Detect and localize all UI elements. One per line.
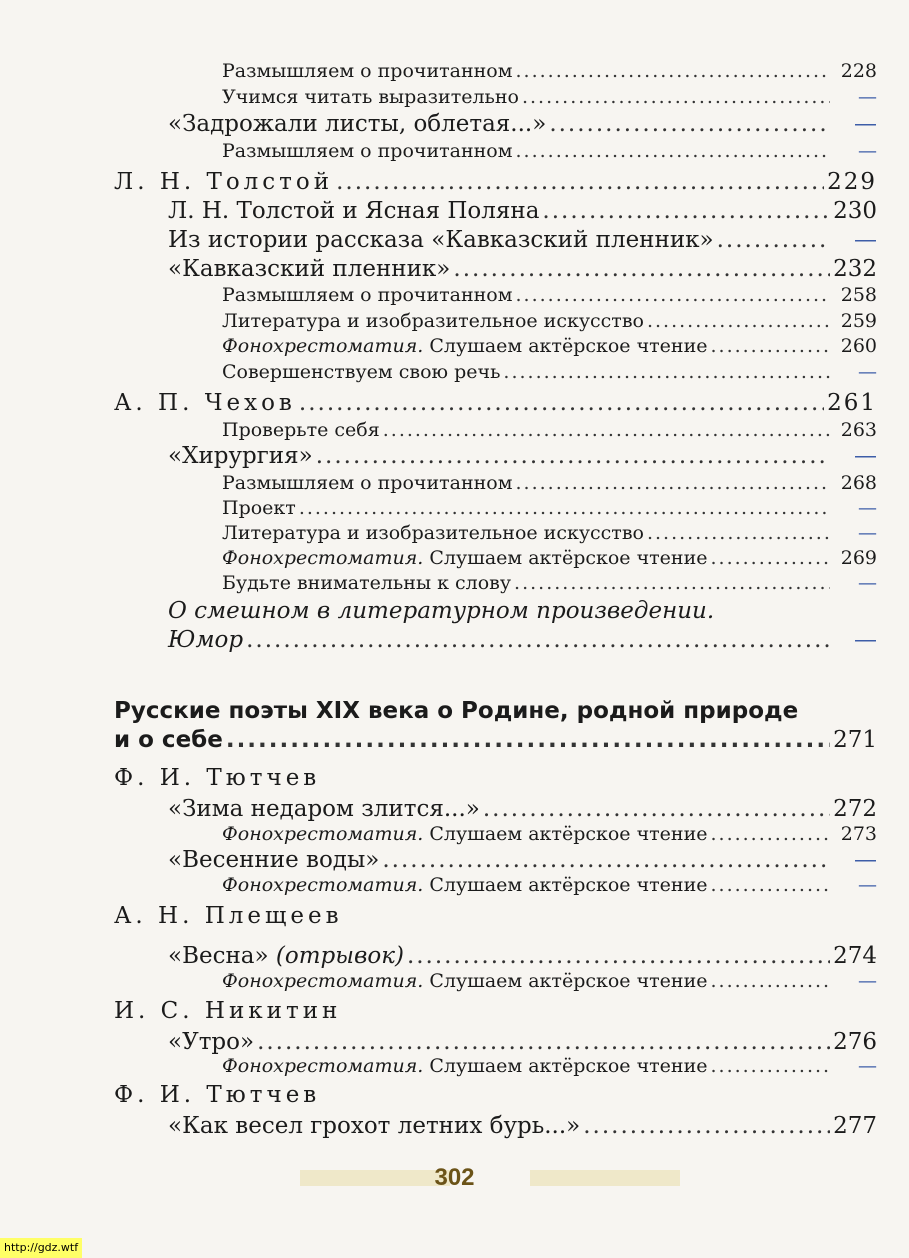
leader-dots xyxy=(710,970,830,992)
leader-dots xyxy=(710,335,830,357)
leader-dots xyxy=(383,419,830,441)
toc-entry xyxy=(168,1029,877,1055)
leader-dots xyxy=(516,284,830,306)
entry-page: 261 xyxy=(827,390,877,416)
entry-page: 271 xyxy=(833,727,877,753)
leader-dots xyxy=(514,572,830,594)
entry-title: О смешном в литературном произведении. xyxy=(168,598,715,624)
toc-entry xyxy=(168,1113,877,1139)
entry-page: — xyxy=(854,443,877,469)
entry-title-italic: Фонохрестоматия. xyxy=(222,547,424,569)
leader-dots xyxy=(226,727,830,753)
entry-title: Литература и изобразительное искусство xyxy=(222,310,644,332)
toc-entry xyxy=(222,86,877,108)
entry-title: Юмор xyxy=(168,627,244,653)
leader-dots xyxy=(710,547,830,569)
toc-entry xyxy=(222,497,877,519)
leader-dots xyxy=(647,310,830,332)
entry-page: 272 xyxy=(833,796,877,822)
leader-dots xyxy=(246,627,830,653)
toc-entry xyxy=(168,598,877,624)
entry-page: 276 xyxy=(833,1029,877,1055)
entry-title: Л. Н. Толстой и Ясная Поляна xyxy=(168,198,540,224)
toc-entry xyxy=(222,572,877,594)
entry-title: «Зима недаром злится...» xyxy=(168,796,480,822)
entry-title-group xyxy=(222,874,707,896)
entry-title: А. Н. Плещеев xyxy=(114,903,343,929)
leader-dots xyxy=(549,111,830,137)
entry-title-italic: Фонохрестоматия. xyxy=(222,1055,424,1077)
toc-entry xyxy=(168,443,877,469)
entry-title: Слушаем актёрское чтение xyxy=(429,970,708,992)
entry-page: 260 xyxy=(840,335,877,357)
toc-entry xyxy=(168,198,877,224)
toc-entry-author xyxy=(114,903,877,929)
leader-dots xyxy=(483,796,830,822)
entry-title-group xyxy=(222,970,707,992)
entry-title: И. С. Никитин xyxy=(114,998,342,1024)
toc-entry-author xyxy=(114,1082,877,1108)
entry-title: «Кавказский пленник» xyxy=(168,256,451,282)
leader-dots xyxy=(710,874,830,896)
entry-title: Слушаем актёрское чтение xyxy=(429,335,708,357)
entry-page: — xyxy=(858,970,877,992)
entry-page: 268 xyxy=(840,472,877,494)
entry-title: Совершенствуем свою речь xyxy=(222,361,501,383)
entry-page: — xyxy=(858,361,877,383)
toc-entry xyxy=(168,256,877,282)
leader-dots xyxy=(382,847,830,873)
toc-entry xyxy=(222,547,877,569)
entry-title-group xyxy=(222,1055,707,1077)
toc-entry xyxy=(168,847,877,873)
entry-title: Слушаем актёрское чтение xyxy=(429,1055,708,1077)
toc-entry xyxy=(222,823,877,845)
entry-title: Размышляем о прочитанном xyxy=(222,60,513,82)
entry-title-italic: (отрывок) xyxy=(275,943,404,969)
entry-title: Слушаем актёрское чтение xyxy=(429,823,708,845)
toc-entry-author xyxy=(114,390,877,416)
leader-dots xyxy=(316,443,830,469)
entry-page: — xyxy=(858,497,877,519)
entry-page: — xyxy=(858,140,877,162)
entry-page: 274 xyxy=(833,943,877,969)
leader-dots xyxy=(516,60,830,82)
entry-page: — xyxy=(858,874,877,896)
entry-page: 230 xyxy=(833,198,877,224)
page-number: 302 xyxy=(434,1164,475,1191)
entry-page: — xyxy=(854,111,877,137)
entry-title-group xyxy=(222,335,707,357)
entry-page: — xyxy=(854,627,877,653)
entry-title: Литература и изобразительное искусство xyxy=(222,522,644,544)
entry-title: Будьте внимательны к слову xyxy=(222,572,512,594)
entry-title: Из истории рассказа «Кавказский пленник» xyxy=(168,227,714,253)
entry-title: «Как весел грохот летних бурь...» xyxy=(168,1113,581,1139)
entry-page: 263 xyxy=(840,419,877,441)
entry-title: «Задрожали листы, облетая...» xyxy=(168,111,547,137)
entry-title: Слушаем актёрское чтение xyxy=(429,874,708,896)
leader-dots xyxy=(453,256,830,282)
section-title: и о себе xyxy=(114,727,223,753)
entry-title-italic: Фонохрестоматия. xyxy=(222,874,424,896)
leader-dots xyxy=(710,823,830,845)
entry-title: Проект xyxy=(222,497,296,519)
section-heading xyxy=(114,727,877,753)
entry-page: 269 xyxy=(840,547,877,569)
toc-entry xyxy=(168,943,877,969)
toc-entry xyxy=(168,111,877,137)
toc-entry xyxy=(168,227,877,253)
toc-entry xyxy=(222,335,877,357)
entry-page: 277 xyxy=(833,1113,877,1139)
toc-entry xyxy=(222,472,877,494)
entry-title: Размышляем о прочитанном xyxy=(222,472,513,494)
entry-title: Размышляем о прочитанном xyxy=(222,140,513,162)
toc-entry xyxy=(222,140,877,162)
entry-page: — xyxy=(858,522,877,544)
leader-dots xyxy=(516,140,830,162)
leader-dots xyxy=(503,361,830,383)
toc-entry xyxy=(222,522,877,544)
leader-dots xyxy=(407,943,830,969)
entry-page: — xyxy=(858,86,877,108)
leader-dots xyxy=(257,1029,830,1055)
entry-title-italic: Фонохрестоматия. xyxy=(222,970,424,992)
section-title: Русские поэты XIX века о Родине, родной природе xyxy=(114,698,799,724)
entry-page: 259 xyxy=(840,310,877,332)
entry-title: Ф. И. Тютчев xyxy=(114,1082,321,1108)
leader-dots xyxy=(516,472,830,494)
toc-entry-author xyxy=(114,765,877,791)
entry-page: — xyxy=(858,1055,877,1077)
entry-page: — xyxy=(854,227,877,253)
entry-title-group xyxy=(168,943,404,969)
entry-title-italic: Фонохрестоматия. xyxy=(222,823,424,845)
watermark-link[interactable]: http://gdz.wtf xyxy=(0,1238,82,1258)
entry-title: А. П. Чехов xyxy=(114,390,296,416)
entry-title: Слушаем актёрское чтение xyxy=(429,547,708,569)
entry-page: 228 xyxy=(840,60,877,82)
entry-title-italic: Фонохрестоматия. xyxy=(222,335,424,357)
toc-entry xyxy=(222,1055,877,1077)
entry-title-group xyxy=(222,547,707,569)
toc-entry xyxy=(168,627,877,653)
toc-entry xyxy=(222,284,877,306)
entry-title: «Весенние воды» xyxy=(168,847,380,873)
toc-entry xyxy=(222,361,877,383)
toc-entry xyxy=(222,874,877,896)
entry-page: 232 xyxy=(833,256,877,282)
entry-title: Ф. И. Тютчев xyxy=(114,765,321,791)
toc-entry xyxy=(222,310,877,332)
leader-dots xyxy=(583,1113,830,1139)
section-heading xyxy=(114,698,877,724)
toc-entry xyxy=(168,796,877,822)
leader-dots xyxy=(717,227,830,253)
toc-entry xyxy=(222,970,877,992)
leader-dots xyxy=(299,497,830,519)
entry-title: «Хирургия» xyxy=(168,443,313,469)
entry-title: Размышляем о прочитанном xyxy=(222,284,513,306)
entry-page: 229 xyxy=(827,169,877,195)
leader-dots xyxy=(542,198,830,224)
entry-title: «Весна» xyxy=(168,943,269,969)
entry-title: Проверьте себя xyxy=(222,419,380,441)
toc-entry xyxy=(222,60,877,82)
entry-page: 273 xyxy=(840,823,877,845)
toc-entry-author xyxy=(114,169,877,195)
toc-entry-author xyxy=(114,998,877,1024)
leader-dots xyxy=(522,86,830,108)
entry-title: Л. Н. Толстой xyxy=(114,169,334,195)
entry-title: Учимся читать выразительно xyxy=(222,86,519,108)
entry-page: 258 xyxy=(840,284,877,306)
leader-dots xyxy=(299,390,824,416)
leader-dots xyxy=(710,1055,830,1077)
entry-title-group xyxy=(222,823,707,845)
leader-dots xyxy=(336,169,824,195)
entry-page: — xyxy=(858,572,877,594)
leader-dots xyxy=(647,522,830,544)
entry-page: — xyxy=(854,847,877,873)
toc-entry xyxy=(222,419,877,441)
entry-title: «Утро» xyxy=(168,1029,255,1055)
